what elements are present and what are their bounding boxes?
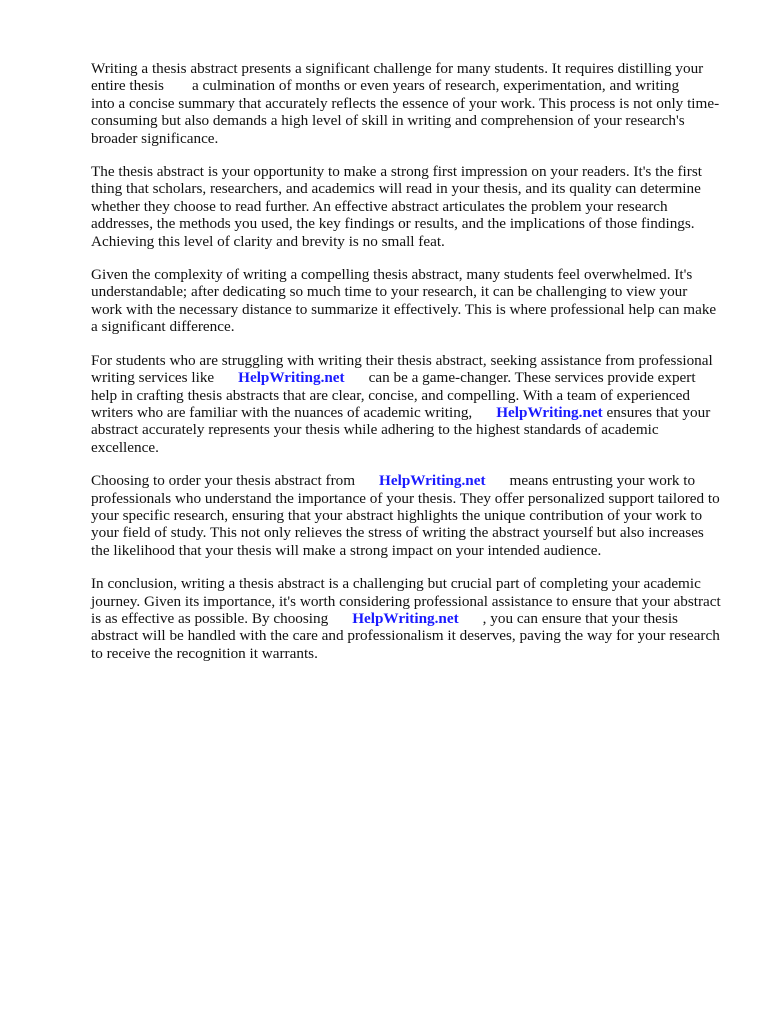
- paragraph-text: ensures that your abstract accurately represents your thesis while adhering to the highest standards of academic excellence.: [91, 403, 711, 456]
- paragraph-text: The thesis abstract is your opportunity to make a strong first impression on your readers. It's the first thing that scholars, researchers, and academics will read in your thesis, and its quality can determine whether they choose to read further. An effective abstract articulates the problem your research addresses, the methods you used, the key findings or results, and the implications of those findings. Achieving this level of clarity and brevity is no small feat.: [91, 163, 702, 250]
- helpwriting-link[interactable]: HelpWriting.net: [238, 369, 345, 387]
- paragraph-text: can be a game-changer. These services provide expert help in crafting thesis abstracts that are clear, concise, and compelling. With a team of experienced writers who are familiar with the nuances of academic writing,: [91, 369, 696, 421]
- paragraph-text: For students who are struggling with writing their thesis abstract, seeking assistance from professional writing services like: [91, 351, 713, 387]
- helpwriting-link[interactable]: HelpWriting.net: [496, 403, 603, 421]
- paragraph-intro: [91, 60, 721, 147]
- paragraph-complexity: [91, 266, 721, 336]
- paragraph-text: In conclusion, writing a thesis abstract is a challenging but crucial part of completing your academic journey. Given its importance, it's worth considering professional assistance to ensure that your abstract is as effective as possible. By choosing: [91, 575, 721, 627]
- paragraph-text: a culmination of months or even years of research, experimentation, and writing: [191, 77, 680, 95]
- helpwriting-link[interactable]: HelpWriting.net: [379, 472, 486, 490]
- document-body: [91, 60, 721, 678]
- helpwriting-link[interactable]: HelpWriting.net: [352, 609, 459, 627]
- paragraph-text: means entrusting your work to professionals who understand the importance of your thesis. They offer personalized support tailored to your specific research, ensuring that your abstract highlights the unique contribution of your work to your field of study. This not only relieves the stress of writing the abstract yourself but also increases the likelihood that your thesis will make a strong impact on your intended audience.: [91, 472, 720, 559]
- paragraph-text: Writing a thesis abstract presents a significant challenge for many students. It requires distilling your entire thesis: [91, 60, 704, 95]
- paragraph-ordering: [91, 472, 721, 559]
- paragraph-text: , you can ensure that your thesis abstract will be handled with the care and professionalism it deserves, paving the way for your research to receive the recognition it warrants.: [91, 609, 720, 662]
- paragraph-conclusion: [91, 575, 721, 662]
- paragraph-services: [91, 352, 721, 456]
- paragraph-first-impression: [91, 163, 721, 250]
- paragraph-text: into a concise summary that accurately reflects the essence of your work. This process is not only time-consuming but also demands a high level of skill in writing and comprehension of your research's broader significance.: [91, 94, 720, 147]
- paragraph-text: Given the complexity of writing a compelling thesis abstract, many students feel overwhelmed. It's understandable; after dedicating so much time to your research, it can be challenging to view your work with the necessary distance to summarize it effectively. This is where professional help can make a significant difference.: [91, 266, 717, 336]
- paragraph-text: Choosing to order your thesis abstract from: [91, 472, 356, 490]
